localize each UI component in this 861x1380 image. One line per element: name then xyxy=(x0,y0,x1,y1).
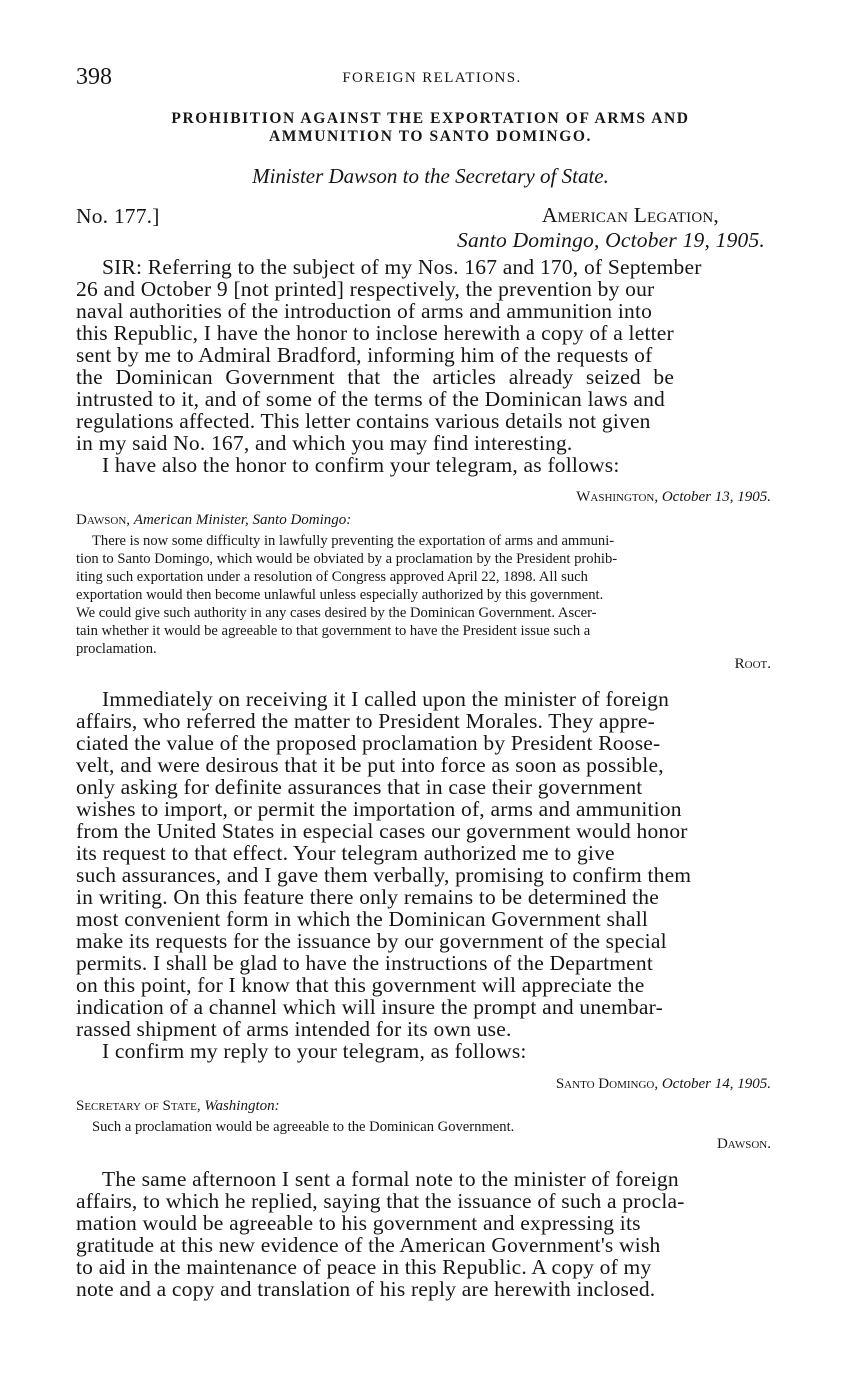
legation-name: American Legation, xyxy=(541,203,719,227)
telegram1-addressee: Dawson, American Minister, Santo Domingo: xyxy=(76,512,352,528)
telegram2-addressee: Secretary of State, Washington: xyxy=(76,1098,280,1114)
telegram1-line: tain whether it would be agreeable to that government to have the President issue such a xyxy=(76,623,591,639)
place-date: Santo Domingo, October 19, 1905. xyxy=(457,228,765,252)
para2-line: ciated the value of the proposed proclamation by President Roose- xyxy=(76,731,661,755)
running-header xyxy=(76,64,788,94)
para1-line: in my said No. 167, and which you may find interesting. xyxy=(76,431,573,455)
telegram1-line: proclamation. xyxy=(76,641,157,657)
para2-line: velt, and were desirous that it be put into force as soon as possible, xyxy=(76,753,664,777)
telegram1-line: iting such exportation under a resolution of Congress approved April 22, 1898. All such xyxy=(76,569,588,585)
para1-line: the Dominican Government that the articles already seized be xyxy=(76,365,675,389)
telegram1-line: tion to Santo Domingo, which would be obviated by a proclamation by the President prohib- xyxy=(76,551,618,567)
para2-line: make its requests for the issuance by our government of the special xyxy=(76,929,667,953)
para2-line: most convenient form in which the Dominican Government shall xyxy=(76,907,649,931)
para2-line: affairs, who referred the matter to President Morales. They appre- xyxy=(76,709,655,733)
para3-line: affairs, to which he replied, saying that the issuance of such a procla- xyxy=(76,1189,685,1213)
dispatch-number: No. 177.] xyxy=(76,204,160,228)
para3-line: mation would be agreeable to his government and expressing its xyxy=(76,1211,641,1235)
para1-line: I have also the honor to confirm your telegram, as follows: xyxy=(102,453,620,477)
page-number: 398 xyxy=(76,64,112,90)
para3-line: The same afternoon I sent a formal note to the minister of foreign xyxy=(102,1167,679,1191)
para2-line: indication of a channel which will insure the prompt and unembar- xyxy=(76,995,663,1019)
section-title-line-1: PROHIBITION AGAINST THE EXPORTATION OF ARMS AND xyxy=(171,110,690,127)
para1-line: regulations affected. This letter contains various details not given xyxy=(76,409,651,433)
telegram2-dateline: Santo Domingo, October 14, 1905. xyxy=(555,1076,771,1092)
para2-line: only asking for definite assurances that in case their government xyxy=(76,775,643,799)
para2-line: from the United States in especial cases our government would honor xyxy=(76,819,688,843)
running-title: FOREIGN RELATIONS. xyxy=(342,70,522,86)
telegram1-line: There is now some difficulty in lawfully preventing the exportation of arms and ammuni- xyxy=(92,533,615,549)
telegram1-dateline: Washington, October 13, 1905. xyxy=(576,489,771,505)
telegram1-line: We could give such authority in any cases desired by the Dominican Government. Ascer- xyxy=(76,605,597,621)
para1-line: this Republic, I have the honor to inclose herewith a copy of a letter xyxy=(76,321,674,345)
telegram2-signature: Dawson. xyxy=(716,1136,771,1152)
para1-line: 26 and October 9 [not printed] respectively, the prevention by our xyxy=(76,277,655,301)
para3-line: note and a copy and translation of his reply are herewith inclosed. xyxy=(76,1277,656,1301)
telegram1-line: exportation would then become unlawful unless especially authorized by this government. xyxy=(76,587,604,603)
para3-line: to aid in the maintenance of peace in this Republic. A copy of my xyxy=(76,1255,652,1279)
para2-line: Immediately on receiving it I called upon the minister of foreign xyxy=(102,687,670,711)
para2-line: on this point, for I know that this government will appreciate the xyxy=(76,973,645,997)
telegram1-signature: Root. xyxy=(734,656,771,672)
section-title-line-2: AMMUNITION TO SANTO DOMINGO. xyxy=(269,128,592,145)
para2-line: wishes to import, or permit the importation of, arms and ammunition xyxy=(76,797,682,821)
para1-line: intrusted to it, and of some of the terms of the Dominican laws and xyxy=(76,387,665,411)
para2-line: such assurances, and I gave them verbally, promising to confirm them xyxy=(76,863,692,887)
para2-line: I confirm my reply to your telegram, as follows: xyxy=(102,1039,527,1063)
para2-line: in writing. On this feature there only remains to be determined the xyxy=(76,885,659,909)
telegram2-line: Such a proclamation would be agreeable to the Dominican Government. xyxy=(92,1119,515,1135)
para3-line: gratitude at this new evidence of the American Government's wish xyxy=(76,1233,661,1257)
para1-line: SIR: Referring to the subject of my Nos. 167 and 170, of September xyxy=(102,255,702,279)
para2-line: its request to that effect. Your telegram authorized me to give xyxy=(76,841,615,865)
para1-line: naval authorities of the introduction of arms and ammunition into xyxy=(76,299,653,323)
para2-line: rassed shipment of arms intended for its own use. xyxy=(76,1017,512,1041)
document-subtitle: Minister Dawson to the Secretary of State. xyxy=(252,164,609,188)
para2-line: permits. I shall be glad to have the instructions of the Department xyxy=(76,951,654,975)
para1-line: sent by me to Admiral Bradford, informing him of the requests of xyxy=(76,343,653,367)
